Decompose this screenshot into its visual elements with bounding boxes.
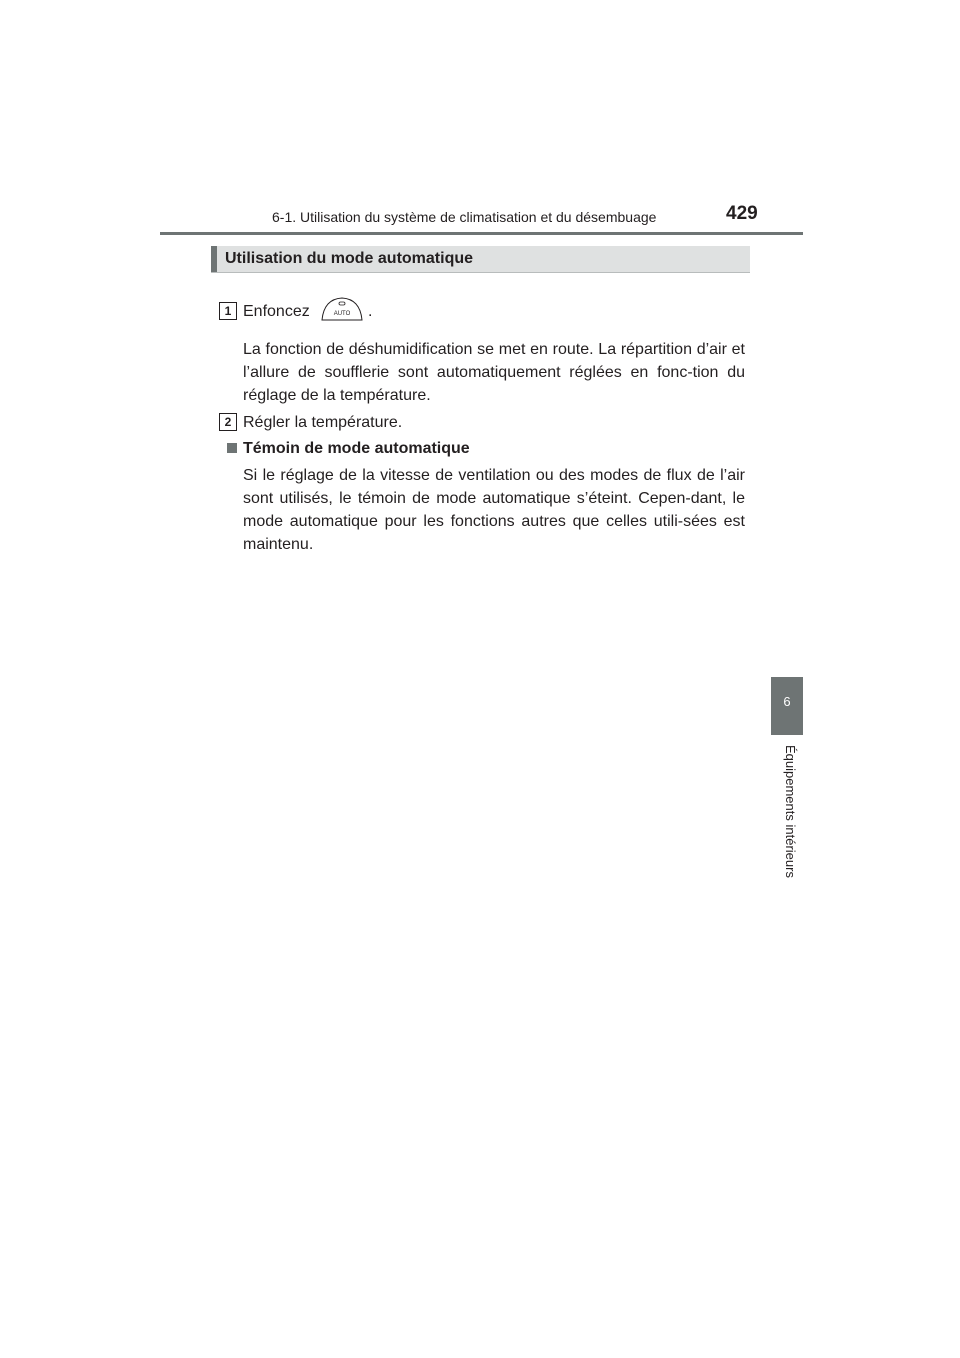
- note-text: Si le réglage de la vitesse de ventilation ou des modes de flux de l’air sont utilisés, le témoin de mode automatique s’éteint. Cepen-dant, le mode automatique pour les fonctions autres que celles utili-sées est maintenu.: [243, 467, 745, 553]
- chapter-tab: [771, 677, 803, 735]
- chapter-title: 6-1. Utilisation du système de climatisation et du désembuage: [272, 209, 657, 225]
- step-1-period: .: [368, 303, 373, 320]
- section-heading-bar: [211, 246, 750, 273]
- step-2-text: Régler la température.: [243, 414, 403, 431]
- step-number-2: 2: [219, 413, 237, 431]
- step-1-description: La fonction de déshumidification se met en route. La répartition d’air et l’allure de soufflerie sont automatiquement réglées en fonc-tion du réglage de la température.: [243, 341, 745, 404]
- auto-button-icon: [320, 296, 364, 322]
- step-number-1: 1: [219, 302, 237, 320]
- chapter-side-label: Équipements intérieurs: [783, 745, 798, 878]
- chapter-number: 6: [783, 694, 791, 709]
- note-bullet: [227, 443, 237, 453]
- section-title: Utilisation du mode automatique: [225, 250, 474, 267]
- note-title: Témoin de mode automatique: [243, 440, 470, 457]
- header-divider: [160, 232, 803, 235]
- page-number: 429: [726, 203, 758, 224]
- step-1-text: Enfoncez: [243, 303, 310, 320]
- auto-button-label: AUTO: [333, 311, 351, 317]
